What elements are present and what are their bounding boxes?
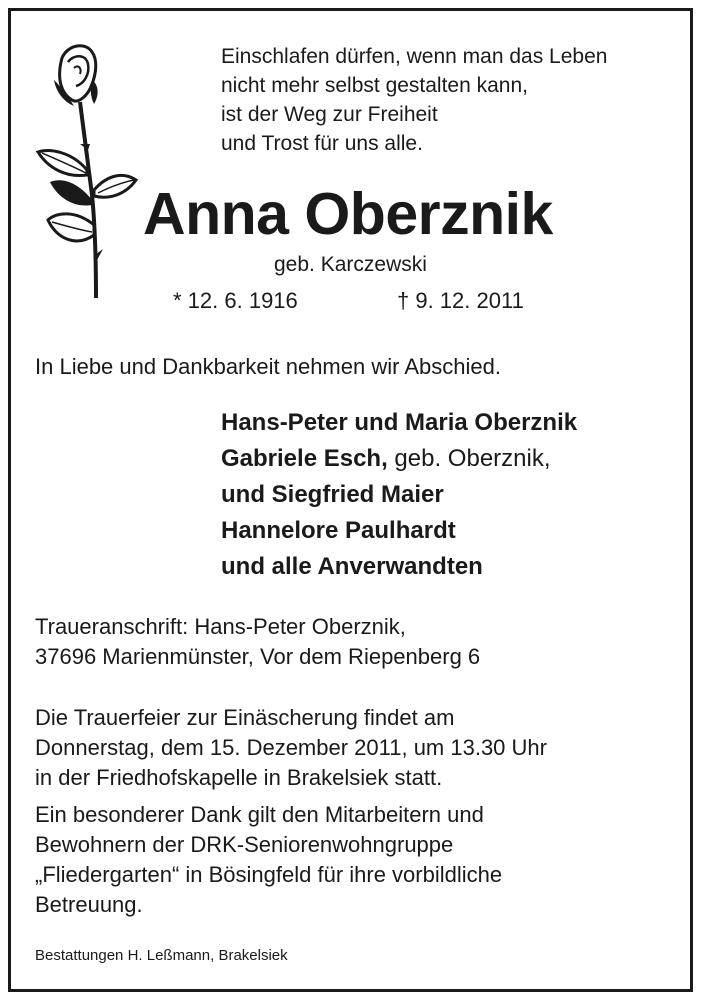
motto-quote [221,42,607,158]
farewell-text: In Liebe und Dankbarkeit nehmen wir Abschied. [35,354,501,379]
family-member: und Siegfried Maier [221,481,444,508]
motto-line: nicht mehr selbst gestalten kann, [221,74,529,97]
ceremony-line: in der Friedhofskapelle in Brakelsiek statt. [35,765,443,790]
family-member: und alle Anverwandten [221,553,483,580]
mourning-address [35,612,480,672]
ceremony-line: Donnerstag, dem 15. Dezember 2011, um 13.30 Uhr [35,735,547,760]
death-date: † 9. 12. 2011 [397,288,524,313]
ceremony-info [35,703,547,793]
birth-date: * 12. 6. 1916 [173,288,298,313]
family-member: Hans-Peter und Maria Oberznik [221,409,578,436]
family-member-note: geb. Oberznik, [387,445,551,472]
maiden-name: geb. Karczewski [274,253,427,276]
thanks-text [35,800,502,920]
ceremony-line: Die Trauerfeier zur Einäscherung findet am [35,705,455,730]
thanks-line: Betreuung. [35,892,143,917]
motto-line: Einschlafen dürfen, wenn man das Leben [221,45,608,68]
undertaker-credit: Bestattungen H. Leßmann, Brakelsiek [35,947,288,964]
thanks-line: Ein besonderer Dank gilt den Mitarbeitern und [35,802,484,827]
thanks-line: „Fliedergarten“ in Bösingfeld für ihre vorbildliche [35,862,503,887]
motto-line: und Trost für uns alle. [221,132,423,155]
family-member: Gabriele Esch, [221,445,388,472]
address-line: Traueranschrift: Hans-Peter Oberznik, [35,614,406,639]
family-list [221,405,577,585]
deceased-name: Anna Oberznik [143,181,553,247]
rose-icon [32,40,142,302]
address-line: 37696 Marienmünster, Vor dem Riepenberg 6 [35,644,481,669]
family-member: Hannelore Paulhardt [221,517,456,544]
motto-line: ist der Weg zur Freiheit [221,103,438,126]
thanks-line: Bewohnern der DRK-Seniorenwohngruppe [35,832,454,857]
